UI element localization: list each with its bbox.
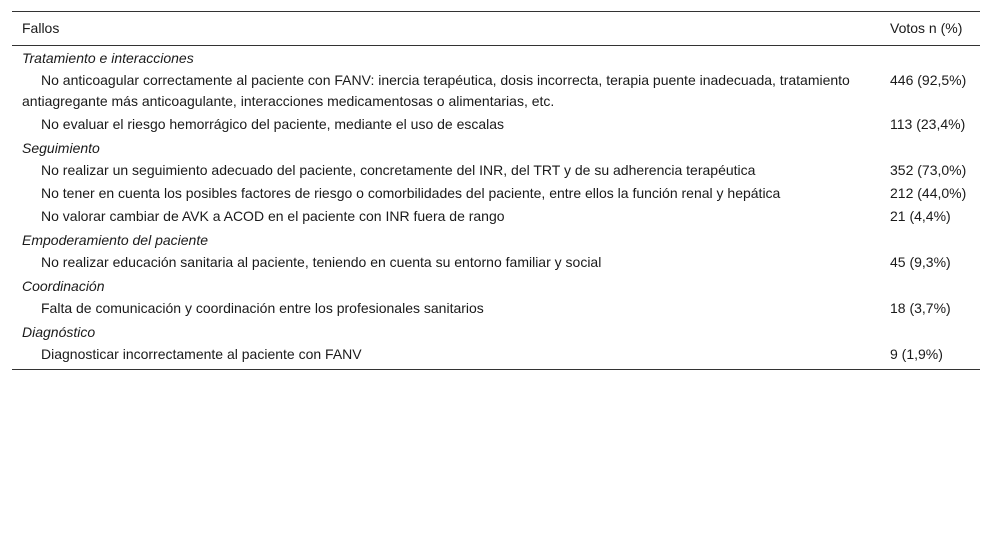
failure-description: No anticoagular correctamente al paciente con FANV: inercia terapéutica, dosis incorrecta, terapia puente inadecuada, tratamiento antiagregante más anticoagulante, interacciones medicamentosas o alimentarias, etc. <box>22 72 850 109</box>
table-row <box>12 298 980 321</box>
failure-description: Falta de comunicación y coordinación entre los profesionales sanitarios <box>41 300 484 316</box>
header-fallos: Fallos <box>22 20 60 36</box>
table-row <box>12 206 980 229</box>
section-title: Seguimiento <box>22 140 100 156</box>
section-title: Diagnóstico <box>22 324 96 340</box>
failure-description: No tener en cuenta los posibles factores de riesgo o comorbilidades del paciente, entre ellos la función renal y hepática <box>41 185 781 201</box>
section-row <box>12 137 980 160</box>
failure-description: No valorar cambiar de AVK a ACOD en el paciente con INR fuera de rango <box>41 208 505 224</box>
section-row <box>12 46 980 71</box>
section-row <box>12 229 980 252</box>
header-votos: Votos n (%) <box>890 20 963 36</box>
failures-table <box>12 11 980 370</box>
section-row <box>12 275 980 298</box>
section-title: Coordinación <box>22 278 105 294</box>
section-title: Empoderamiento del paciente <box>22 232 209 248</box>
failure-description: No evaluar el riesgo hemorrágico del paciente, mediante el uso de escalas <box>41 116 505 132</box>
failure-description: Diagnosticar incorrectamente al paciente con FANV <box>41 346 362 362</box>
vote-count: 113 (23,4%) <box>890 116 966 132</box>
table-row <box>12 160 980 183</box>
section-title: Tratamiento e interacciones <box>22 50 194 66</box>
table-row <box>12 114 980 137</box>
table-row <box>12 70 980 114</box>
vote-count: 9 (1,9%) <box>890 346 943 362</box>
vote-count: 45 (9,3%) <box>890 254 951 270</box>
vote-count: 446 (92,5%) <box>890 72 967 88</box>
vote-count: 18 (3,7%) <box>890 300 951 316</box>
section-row <box>12 321 980 344</box>
failure-description: No realizar educación sanitaria al paciente, teniendo en cuenta su entorno familiar y social <box>41 254 602 270</box>
table-row <box>12 252 980 275</box>
vote-count: 352 (73,0%) <box>890 162 967 178</box>
vote-count: 21 (4,4%) <box>890 208 951 224</box>
table-header-row <box>12 12 980 46</box>
vote-count: 212 (44,0%) <box>890 185 967 201</box>
failures-table-container <box>12 11 980 370</box>
table-row <box>12 344 980 370</box>
failure-description: No realizar un seguimiento adecuado del paciente, concretamente del INR, del TRT y de su adherencia terapéutica <box>41 162 756 178</box>
table-row <box>12 183 980 206</box>
